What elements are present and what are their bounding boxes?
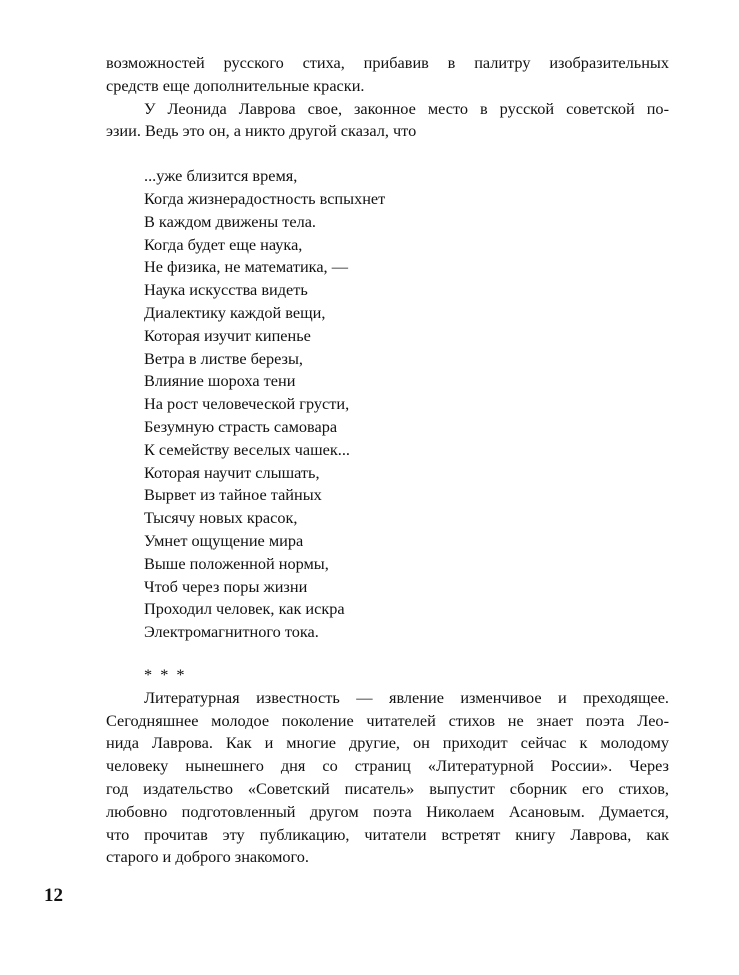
poem-line: Когда будет еще наука, bbox=[144, 234, 303, 254]
closing-line: Сегодняшнее молодое поколение читателей стихов не знает поэта Лео- bbox=[106, 710, 669, 730]
closing-line: человеку нынешнего дня со страниц «Литературной России». Через bbox=[106, 756, 669, 776]
poem-line: Диалектику каждой вещи, bbox=[144, 302, 326, 322]
poem-line: В каждом движены тела. bbox=[144, 211, 316, 231]
poem-line: На рост человеческой грусти, bbox=[144, 394, 350, 414]
poem-line: Чтоб через поры жизни bbox=[144, 576, 308, 596]
closing-line: любовно подготовленный другом поэта Николаем Асановым. Думается, bbox=[106, 801, 669, 821]
poem-line: Проходил человек, как искра bbox=[144, 599, 345, 619]
closing-line: старого и доброго знакомого. bbox=[106, 847, 309, 867]
poem-line: К семейству веселых чашек... bbox=[144, 439, 350, 459]
intro-line-2: средств еще дополнительные краски. bbox=[106, 75, 365, 95]
poem-line: Вырвет из тайное тайных bbox=[144, 485, 322, 505]
closing-line: Литературная известность — явление изменчивое и преходящее. bbox=[144, 687, 669, 707]
intro-line-1: возможностей русского стиха, прибавив в палитру изобразительных bbox=[106, 53, 669, 72]
lavrov-line-1: У Леонида Лаврова свое, законное место в русской советской по- bbox=[144, 98, 669, 118]
poem-line: Выше положенной нормы, bbox=[144, 553, 329, 573]
poem-line: Ветра в листве березы, bbox=[144, 348, 303, 368]
poem-line: Электромагнитного тока. bbox=[144, 622, 319, 642]
intro-paragraph bbox=[106, 52, 669, 98]
closing-line: год издательство «Советский писатель» выпустит сборник его стихов, bbox=[106, 778, 669, 798]
poem-line: Не физика, не математика, — bbox=[144, 257, 348, 277]
poem-line: Умнет ощущение мира bbox=[144, 530, 304, 550]
closing-line: что прочитав эту публикацию, читатели встретят книгу Лаврова, как bbox=[106, 824, 669, 844]
page-number: 12 bbox=[44, 885, 63, 906]
closing-paragraph bbox=[106, 687, 669, 869]
lavrov-paragraph bbox=[106, 98, 669, 144]
poem-line: Безумную страсть самовара bbox=[144, 416, 338, 436]
poem-line: ...уже близится время, bbox=[144, 166, 298, 186]
page-body bbox=[106, 52, 669, 869]
poem-line: Когда жизнерадостность вспыхнет bbox=[144, 188, 386, 208]
poem-line: Влияние шороха тени bbox=[144, 371, 296, 391]
poem-line: Которая изучит кипенье bbox=[144, 325, 311, 345]
poem-line: Наука искусства видеть bbox=[144, 280, 308, 300]
poem-line: Тысячу новых красок, bbox=[144, 508, 298, 528]
poem-quote bbox=[144, 165, 669, 644]
poem-line: Которая научит слышать, bbox=[144, 462, 320, 482]
closing-line: нида Лаврова. Как и многие другие, он приходит сейчас к молодому bbox=[106, 733, 669, 753]
section-separator: * * * bbox=[144, 664, 187, 684]
lavrov-line-2: эзии. Ведь это он, а никто другой сказал, что bbox=[106, 121, 417, 141]
